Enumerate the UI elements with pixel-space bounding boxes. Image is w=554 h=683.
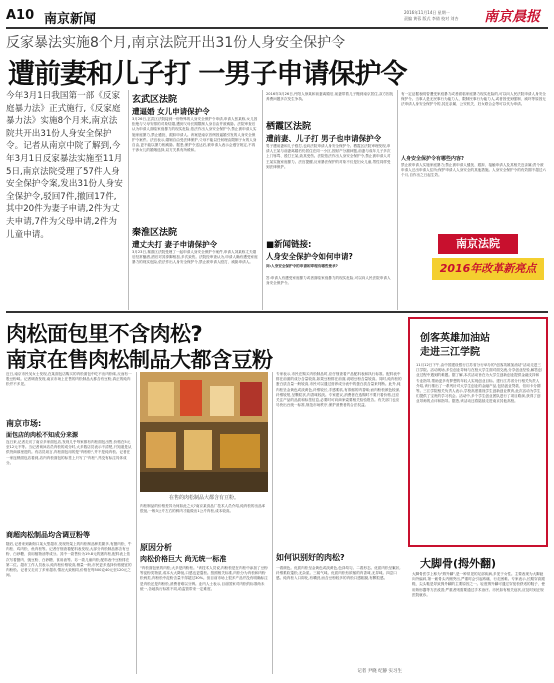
sidebar-lower-head: 大脚骨(拇外翻) (420, 557, 497, 570)
sidebar-box (408, 317, 548, 547)
subhead-identify (276, 552, 402, 563)
subhead-title: 如何识别好的肉松? (276, 553, 345, 562)
page-label: A10 (6, 8, 35, 23)
body-text: 随后,记者来到新街口某大型超市,发现货架上的肉松制品种类繁多,有猪肉松、牛肉松、鸡肉松、鱼肉松等。记者仔细查看配料表发现,大部分肉松制品都含有豆粉、白砂糖、食用植物油等成分。其中一款售价为19.8元的猪肉松,配料表上依次写着猪肉、豌豆粉、白砂糖、食用油等。另一款儿童肉松,配料表中豆粉排在第二位。超市工作人员表示,纯肉松价格较高,销量一般,市民更多选择价格便宜的肉粉松。记者又走访了多家超市,情况大致相同,价格在每500克40元至120元之间。 (6, 542, 132, 578)
subhead-reason (140, 542, 268, 564)
body-text: 3月23日,秦淮区法院受理了一起申请人身安全保护令案件,申请人刘某称丈夫婚后经常酗酒,酒后对其拳脚相加,多次致伤。法院经审查认为,申请人确有遭受家庭暴力的现实危险,依法作出人身安全保护令,禁止被申请人殴打、威胁申请人。 (132, 250, 258, 265)
body-text: 禁止被申请人实施家庭暴力;禁止被申请人骚扰、跟踪、接触申请人及其相关近亲属;责令被申请人迁出申请人住所;保护申请人人身安全的其他措施。人身安全保护令的有效期不超过六个月,自作出之日起生效。 (401, 163, 546, 178)
body-text: 一看颜色。优质肉松呈金黄色或淡黄色,色泽均匀。二看形态。优质肉松呈絮状,纤维柔软蓬松,无杂质。三闻气味。优质肉松有浓郁的肉香味,无异味。四尝口感。纯肉松入口即化,有嚼劲,而含豆粉较多的肉松口感粗糙,有颗粒感。 (276, 566, 401, 581)
sidebar-headline-2: 走进三江学院 (420, 347, 480, 358)
case-qixia (266, 119, 394, 144)
case-qinhuai (132, 225, 258, 250)
brand-logo: 南京晨报 (484, 9, 540, 25)
subhead-sub: 面包店的肉松不知成分来源 (6, 432, 79, 439)
case-court: 栖霞区法院 (266, 122, 312, 132)
qa-answer: 答:申请人有遭受家庭暴力或者面临家庭暴力的现实危险,可以向人民法院申请人身安全保护令。 (266, 276, 391, 286)
qa-question: 问:人身安全保护令的申请和审理有哪些要求? (266, 264, 338, 268)
link-title: 人身安全保护令如何申请? (266, 252, 353, 261)
court-reform-ad (432, 234, 544, 292)
link-label: ■新闻链接: (266, 240, 312, 250)
section-name: 南京新闻 (44, 12, 97, 27)
subhead-market (6, 418, 132, 439)
second-headline-2: 南京在售肉松制品大都含豆粉 (6, 348, 273, 372)
body-text: "肉松面包里的肉松,大多是肉粉松。"该技术人员说,肉粉松是在肉松中添加了豆粉等淀粉类物质,成本大大降低,口感也更蓬松。按照相关标准,肉松分为肉松和肉粉松两类,肉粉松中淀粉含量不得超过30%。但目前市场上很多产品并没有明确标注是肉松还是肉粉松,消费者难以分辨。业内人士表示,目前国家对肉松的标准尚未统一,各地执行标准不同,给监管带来一定难度。 (140, 566, 268, 591)
subhead-title: 原因分析 (140, 543, 172, 552)
body-text: 有一定证据表明曾遭受家庭暴力或者面临家庭暴力现实危险的,可以向人民法院申请人身安全保护令。当事人是无民事行为能力人、限制民事行为能力人,或者因受到强制、威吓等原因无法申请人身安全保护令的,其近亲属、公安机关、妇女联合会等可以代为申请。 (401, 92, 546, 107)
sidebar-headline-1: 创客英雄加油站 (420, 333, 490, 344)
ad-subtitle: 2016年改革新亮点 (432, 258, 544, 280)
ad-title: 南京法院 (438, 234, 518, 254)
product-shelf-image (140, 372, 268, 492)
body-text: 男子遭前妻和儿子殴打,也向法院申请人身安全保护令。栖霞区法院审理发现,申请人王某与前妻离婚后仍居住在同一小区,因财产分割问题,前妻与成年儿子多次上门辱骂、殴打王某,致其受伤。法院依法作出人身安全保护令,禁止被申请人对王某实施家庭暴力。法官提醒,反家暴法保护的对象不仅是妇女儿童,男性同样受到法律保护。 (266, 144, 391, 169)
second-headline-1: 肉松面包里不含肉松? (6, 322, 203, 346)
case-court: 玄武区法院 (132, 95, 178, 105)
body-text: 大脚骨医学上称为"拇外翻",是一种常见的足部疾病,多见于女性。主要表现为大脚趾向外偏斜,第一跖骨头内侧突出,严重时会引起疼痛、行走困难。专家表示,长期穿高跟鞋、尖头鞋是导致拇外翻的主要原因之一。轻度拇外翻可通过穿宽松舒适的鞋子、使用矫形器等方法改善;严重者则需要通过手术治疗。市民如有相关症状,应及时到正规医院就诊。 (412, 572, 545, 597)
subhead-supermarket (6, 530, 132, 540)
lead-headline: 遭前妻和儿子打 一男子申请保护令 (8, 59, 407, 90)
byline: 记者 尹晓 纪静 实习生 (357, 669, 402, 674)
photo-caption: 在售的肉松制品大都含有豆粉。 (168, 495, 239, 501)
subhead-title: 商超肉松制品均含调豆粉等 (6, 531, 90, 539)
case-title: 遭丈夫打 妻子申请保护令 (132, 240, 218, 249)
issue-credits: 责编 黄蓉 版式 李倩 校对 刘杏 (404, 16, 459, 21)
column-subhead: 人身安全保护令有哪些内容? (401, 156, 464, 162)
case-court: 秦淮区法院 (132, 228, 178, 238)
lead-intro: 今年3月1日我国第一部《反家庭暴力法》正式施行,《反家庭暴力法》实施8个月来,南京法院共开出31份人身安全保护令。记者从南京中院了解到,今年3月1日反家暴法实施至11月5日,南京法院受理了57件人身安全保护令案,发出31份人身安全保护令,驳回7件,撤回17件,其中20件为妻子申请,2件为丈夫申请,7件为父母申请,2件为儿童申请。 (6, 91, 123, 240)
case-xuanwu (132, 92, 258, 117)
subhead-sub: 肉松价格巨大 尚无统一标准 (140, 555, 227, 563)
body-text: 专家表示,市民在购买肉松制品时,应仔细查看产品配料表和执行标准。配料表中排在前面的成分含量较高,如果豆粉排在前面,说明豆粉含量较高。同时,纯肉松的蛋白质含量一般较高,市民可以通过营养成分表中的蛋白质含量来判断。此外,纯肉松呈金黄色或淡黄色,纤维较长,手感柔软,有浓郁的肉香味;而肉粉松颜色较深,纤维较短,呈颗粒状,肉香味较淡。专家建议,消费者在选购时不要只看价格,还应关注产品的品质和标签信息,必要时可向商家索要相关检验报告。有关部门也应尽快出台统一标准,规范市场秩序,保护消费者的合法权益。 (276, 372, 402, 408)
pork-floss-photo (140, 372, 268, 492)
issue-date: 2016年11月14日 星期一 (404, 10, 450, 15)
body-text: 肉松制品的价格差异为何如此之大?南京某食品厂技术人员介绍,纯肉松的出品率很低,一般3公斤左右的鲜肉才能做出1公斤肉松,成本较高。 (140, 504, 266, 514)
news-link (266, 238, 394, 262)
body-text: 3月26日,玄武区法院接到一份特殊的人身安全保护令申请,申请人张某称,女儿因拒绝与父母安排的对象结婚,遭到父母长期限制人身自由并被威胁。法院审查后认为申请人面临家庭暴力的现实危险,依法作出人身安全保护令,禁止被申请人实施家庭暴力,禁止骚扰、跟踪申请人。该案是南京首例因逼婚引发的人身安全保护令案件。法官表示,婚姻自由受法律保护,父母不能以任何理由限制子女的人身自由,更不能以暴力相威胁。据悉,保护令送达后,被申请人表示会遵守规定,不再干涉女儿的婚姻选择,双方关系有所缓和。 (132, 117, 258, 153)
body-text: 2016年3月26日,丹阳人徐某和前妻离婚后,前妻带着儿子搬到南京居住,双方因抚养费问题多次发生争执。 (266, 92, 394, 102)
case-title: 遭前妻、儿子打 男子也申请保护令 (266, 134, 382, 143)
lead-kicker: 反家暴法实施8个月,南京法院开出31份人身安全保护令 (6, 35, 346, 51)
subhead-title: 南京市场: (6, 419, 42, 428)
case-title: 遭逼婚 女儿申请保护令 (132, 107, 210, 116)
body-text: 连日来,记者走访了南京多家面包店,发现几乎每家都有肉松面包出售,价格在5元至12元不等。当记者询问店员肉松的成分时,大多数店员表示不清楚,只知道是从供货商那里进的。有店员坦言,肉松面包用的是"肉粉松",并不是纯肉松。记者在一家连锁面包店看到,店内肉松面包的标签上只写了"肉松",并没有标注具体成分。 (6, 440, 132, 465)
body-text: 11月12日下午,由中国建设银行江苏省分行举办的"创客英雄加油站"活动走进三江学院。活动现场,多位创业导师与在校大学生面对面交流,分享创业经验,解答创业过程中遇到的难题。据了解,本次活动旨在为大学生创新创业提供金融支持和专业指导,帮助更多有梦想的年轻人实现创业目标。建行江苏省分行相关负责人介绍,该行推出了一系列针对大学生创业的金融产品,包括创业贷款、信用卡分期等。三江学院相关负责人表示,学校高度重视学生创新创业教育,此次活动为学生们提供了宝贵的学习机会。活动中,多个学生创业团队进行了项目路演,获得了创业导师的点评和指导。据悉,该活动还将陆续走进南京其他高校。 (416, 363, 542, 404)
body-text: 近日,南京市民吴女士发现,在某面包店购买的肉松面包中吃不出肉松味,反而有一股豆粉味。记者调查发现,南京市场上在售的肉松制品大都含有豆粉,真正的纯肉松并不多见。 (6, 372, 132, 387)
